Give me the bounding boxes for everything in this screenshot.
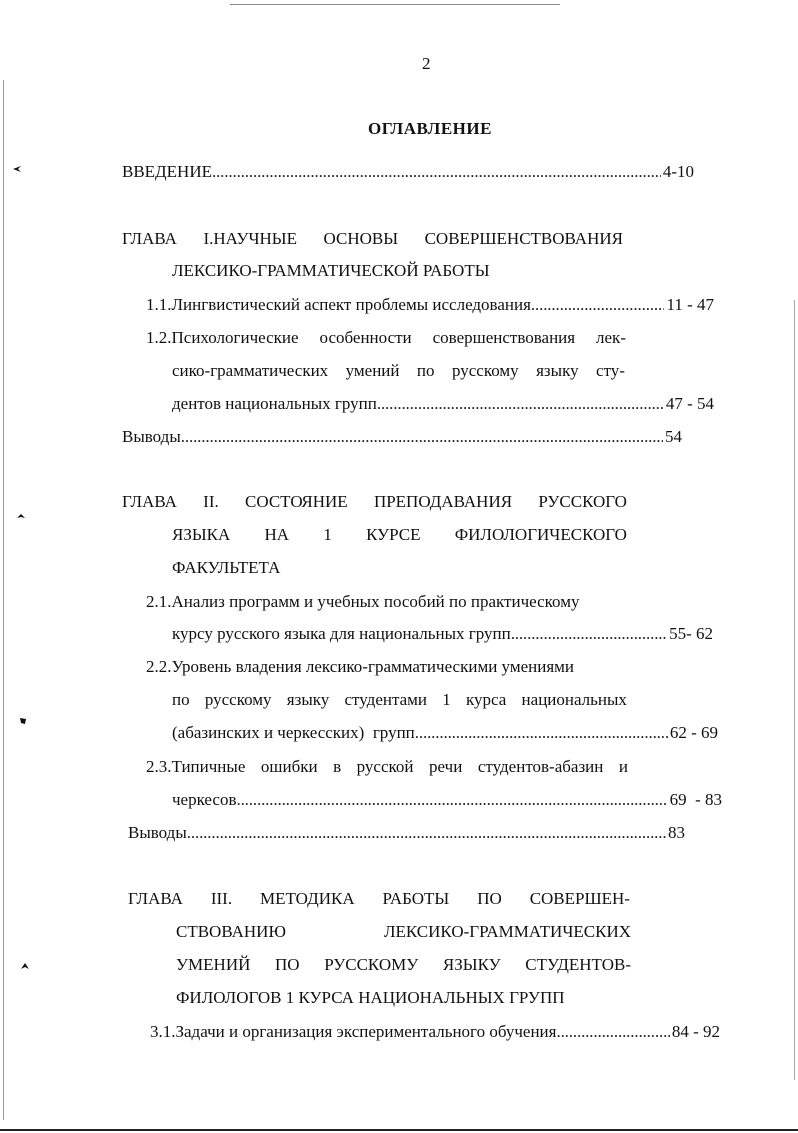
entry-word: особенности bbox=[319, 328, 412, 347]
entry-word: русскому bbox=[451, 361, 519, 380]
heading-word: УМЕНИЙ bbox=[176, 955, 251, 974]
entry-word: по bbox=[172, 690, 190, 709]
toc-entry-label: черкесов bbox=[172, 790, 237, 809]
toc-entry-2-3-line1 bbox=[146, 756, 628, 778]
entry-word: и bbox=[618, 757, 628, 776]
toc-entry-ch1-conclusions bbox=[122, 426, 682, 448]
entry-word: 1.2.Психологические bbox=[146, 328, 299, 347]
heading-word: СОВЕРШЕН- bbox=[529, 889, 630, 908]
heading-word: МЕТОДИКА bbox=[260, 889, 355, 908]
toc-entry-label: 1.1.Лингвистический аспект проблемы исследования bbox=[146, 295, 531, 314]
toc-entry-1-1 bbox=[146, 294, 714, 316]
heading-word: РУССКОГО bbox=[538, 492, 627, 511]
toc-entry-1-2-line3 bbox=[172, 393, 714, 415]
dot-leader bbox=[511, 623, 667, 645]
entry-word: речи bbox=[429, 757, 463, 776]
toc-entry-label: (абазинских и черкесских) групп bbox=[172, 723, 415, 742]
chapter-2-heading bbox=[122, 491, 627, 513]
margin-mark-icon bbox=[20, 962, 30, 972]
heading-word: СОСТОЯНИЕ bbox=[245, 492, 348, 511]
entry-word: курса bbox=[465, 690, 507, 709]
heading-word: ПО bbox=[477, 889, 502, 908]
chapter-3-heading-line3 bbox=[176, 954, 631, 976]
entry-word: 1 bbox=[442, 690, 451, 709]
toc-entry-label: курсу русского языка для национальных групп bbox=[172, 624, 511, 643]
entry-word: лек- bbox=[596, 328, 626, 347]
entry-word: умений bbox=[345, 361, 400, 380]
chapter-1-heading-line2: ЛЕКСИКО-ГРАММАТИЧЕСКОЙ РАБОТЫ bbox=[172, 261, 490, 280]
heading-word: СТУДЕНТОВ- bbox=[525, 955, 631, 974]
heading-word: ЛЕКСИКО-ГРАММАТИЧЕСКИХ bbox=[383, 922, 631, 941]
toc-entry-1-2-line1 bbox=[146, 327, 626, 349]
dot-leader bbox=[212, 161, 661, 183]
toc-entry-label: ВВЕДЕНИЕ bbox=[122, 162, 212, 181]
entry-word: по bbox=[416, 361, 435, 380]
dot-leader bbox=[556, 1021, 669, 1043]
heading-word: ГЛАВА bbox=[128, 889, 183, 908]
toc-entry-pages: 54 bbox=[665, 427, 682, 446]
dot-leader bbox=[187, 822, 666, 844]
chapter-1-heading bbox=[122, 228, 623, 250]
page-number: 2 bbox=[422, 54, 431, 73]
entry-word: ошибки bbox=[260, 757, 318, 776]
toc-entry-2-2-line2 bbox=[172, 689, 627, 711]
entry-word: языку bbox=[286, 690, 330, 709]
toc-entry-intro bbox=[122, 161, 694, 183]
heading-word: РУССКОМУ bbox=[324, 955, 419, 974]
entry-word: русскому bbox=[204, 690, 272, 709]
entry-word: национальных bbox=[521, 690, 627, 709]
heading-word: II. bbox=[203, 492, 219, 511]
heading-word: III. bbox=[210, 889, 233, 908]
chapter-3-heading bbox=[128, 888, 630, 910]
dot-leader bbox=[236, 789, 667, 811]
toc-entry-1-2-line2 bbox=[172, 360, 625, 382]
dot-leader bbox=[181, 426, 663, 448]
heading-word: ПО bbox=[275, 955, 300, 974]
heading-word: КУРСЕ bbox=[366, 525, 421, 544]
margin-mark-icon bbox=[12, 164, 22, 174]
heading-word: СТВОВАНИЮ bbox=[176, 922, 286, 941]
toc-entry-3-1 bbox=[150, 1021, 720, 1043]
entry-word: в bbox=[333, 757, 342, 776]
heading-word: ФИЛОЛОГИЧЕСКОГО bbox=[454, 525, 627, 544]
entry-word: языку bbox=[536, 361, 579, 380]
toc-entry-pages: 4-10 bbox=[662, 162, 694, 181]
toc-entry-2-1-line2 bbox=[172, 623, 713, 645]
top-edge-line bbox=[230, 4, 560, 5]
heading-word: РАБОТЫ bbox=[382, 889, 450, 908]
dot-leader bbox=[531, 294, 665, 316]
toc-entry-pages: 55- 62 bbox=[669, 624, 713, 643]
toc-entry-ch2-conclusions bbox=[128, 822, 685, 844]
toc-entry-pages: 69 - 83 bbox=[669, 790, 722, 809]
right-edge-line bbox=[794, 300, 795, 1080]
heading-word: НА bbox=[264, 525, 290, 544]
toc-entry-pages: 83 bbox=[668, 823, 685, 842]
chapter-2-heading-line2 bbox=[172, 524, 627, 546]
heading-word: 1 bbox=[323, 525, 332, 544]
bottom-edge-line bbox=[0, 1129, 798, 1131]
toc-entry-2-2-line3 bbox=[172, 722, 718, 744]
margin-mark-icon bbox=[18, 716, 28, 726]
toc-entry-pages: 84 - 92 bbox=[671, 1022, 720, 1041]
entry-word: сту- bbox=[596, 361, 625, 380]
entry-word: студентами bbox=[344, 690, 428, 709]
entry-word: студентов-абазин bbox=[477, 757, 604, 776]
toc-entry-2-3-line2 bbox=[172, 789, 722, 811]
heading-word: ГЛАВА bbox=[122, 229, 177, 248]
heading-word: ОСНОВЫ bbox=[323, 229, 399, 248]
heading-word: ГЛАВА bbox=[122, 492, 177, 511]
entry-word: русской bbox=[356, 757, 414, 776]
heading-word: СОВЕРШЕНСТВОВАНИЯ bbox=[424, 229, 623, 248]
toc-entry-2-2-line1: 2.2.Уровень владения лексико-грамматическими умениями bbox=[146, 657, 574, 676]
chapter-2-heading-line3: ФАКУЛЬТЕТА bbox=[172, 558, 281, 577]
toc-entry-pages: 62 - 69 bbox=[669, 723, 718, 742]
toc-entry-pages: 47 - 54 bbox=[665, 394, 714, 413]
heading-word: I.НАУЧНЫЕ bbox=[203, 229, 297, 248]
toc-entry-label: Выводы bbox=[128, 823, 187, 842]
toc-entry-label: 3.1.Задачи и организация экспериментального обучения bbox=[150, 1022, 557, 1041]
margin-mark-icon bbox=[16, 512, 26, 522]
toc-entry-2-1-line1: 2.1.Анализ программ и учебных пособий по практическому bbox=[146, 592, 580, 611]
heading-word: ПРЕПОДАВАНИЯ bbox=[373, 492, 513, 511]
heading-word: ЯЗЫКУ bbox=[442, 955, 501, 974]
page-title: ОГЛАВЛЕНИЕ bbox=[368, 119, 492, 138]
left-edge-line bbox=[3, 80, 4, 1120]
entry-word: совершенствования bbox=[432, 328, 576, 347]
chapter-3-heading-line4: ФИЛОЛОГОВ 1 КУРСА НАЦИОНАЛЬНЫХ ГРУПП bbox=[176, 988, 565, 1007]
toc-entry-label: Выводы bbox=[122, 427, 181, 446]
chapter-3-heading-line2 bbox=[176, 921, 631, 943]
dot-leader bbox=[377, 393, 664, 415]
entry-word: 2.3.Типичные bbox=[146, 757, 246, 776]
dot-leader bbox=[415, 722, 668, 744]
entry-word: сико-грамматических bbox=[172, 361, 329, 380]
heading-word: ЯЗЫКА bbox=[172, 525, 231, 544]
toc-entry-label: дентов национальных групп bbox=[172, 394, 377, 413]
toc-entry-pages: 11 - 47 bbox=[666, 295, 714, 314]
